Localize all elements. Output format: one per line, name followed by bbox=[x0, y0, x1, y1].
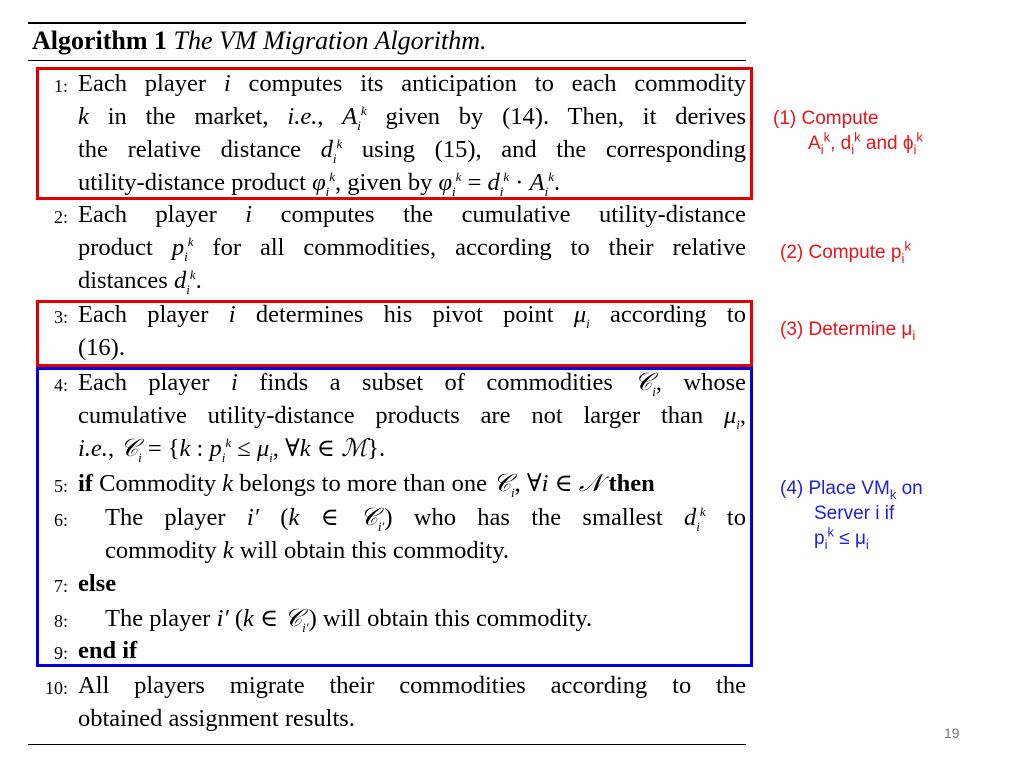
step-number: 6: bbox=[53, 510, 68, 530]
annotation-2: (2) Compute $p_i^k$ bbox=[780, 238, 911, 266]
step-number: 10: bbox=[44, 678, 68, 698]
annotation-3: (3) Determine $\mu_i$ bbox=[780, 319, 916, 343]
step-number: 9: bbox=[53, 643, 68, 663]
annotation-4 bbox=[780, 476, 923, 551]
annotation-1-line2: $A_i^k$, $d_i^k$ and $\phi_i^k$ bbox=[808, 129, 923, 157]
step1-line3: the relative distance $d_i^k$ using (15), and the corresponding bbox=[78, 135, 747, 166]
bottom-rule bbox=[28, 744, 746, 745]
algorithm-name: The VM Migration Algorithm. bbox=[173, 26, 487, 55]
top-rule bbox=[28, 22, 746, 24]
step10-line2: obtained assignment results. bbox=[78, 705, 355, 732]
step6-line2: commodity k will obtain this commodity. bbox=[105, 537, 509, 564]
annotation-4-line1: (4) Place $VM_k$ on bbox=[780, 478, 923, 502]
step2-line2: product $p_i^k$ for all commodities, according to their relative bbox=[78, 233, 746, 264]
step-number: 1: bbox=[53, 76, 68, 96]
step-number: 5: bbox=[53, 476, 68, 496]
step-number: 4: bbox=[53, 375, 68, 395]
step1-line2: k in the market, i.e., $A_i^k$ given by (14). Then, it derives bbox=[78, 102, 746, 133]
annotation-1 bbox=[773, 106, 923, 156]
slide-number: 19 bbox=[944, 725, 960, 741]
annotation-4-line2: Server i if bbox=[814, 503, 895, 524]
step4-line3: i.e., 𝒞$_i$ = {k : $p_i^k \le \mu_i$, ∀k ∈ ℳ}. bbox=[78, 434, 386, 465]
step1-line4: utility-distance product $\varphi_i^k$, given by $\varphi_i^k = d_i^k \cdot A_i^k$. bbox=[78, 168, 561, 199]
step-number: 8: bbox=[53, 611, 68, 631]
annotation-1-line1: (1) Compute bbox=[773, 108, 879, 129]
step7-line1: else bbox=[78, 570, 117, 597]
step9-line1: end if bbox=[78, 637, 138, 664]
annotation-4-line3: $p_i^k \le \mu_i$ bbox=[814, 524, 869, 552]
step4-line2: cumulative utility-distance products are not larger than $\mu_i$, bbox=[78, 402, 746, 432]
step10-line1: All players migrate their commodities according to the bbox=[78, 672, 746, 699]
step4-line1: Each player i finds a subset of commodities 𝒞$_i$, whose bbox=[78, 369, 746, 399]
step3-line1: Each player i determines his pivot point $\mu_i$ according to bbox=[78, 301, 746, 331]
algorithm-label: Algorithm 1 bbox=[32, 26, 168, 55]
step-number: 2: bbox=[53, 207, 68, 227]
title-rule bbox=[28, 60, 746, 61]
step-number: 7: bbox=[53, 576, 68, 596]
step5-line1: if Commodity k belongs to more than one 𝒞$_i$, ∀i ∈ 𝒩 then bbox=[78, 470, 655, 500]
algorithm-title bbox=[32, 26, 487, 56]
step-number: 3: bbox=[53, 307, 68, 327]
step2-line1: Each player i computes the cumulative utility-distance bbox=[78, 201, 746, 228]
step3-line2: (16). bbox=[78, 334, 125, 361]
step1-line1: Each player i computes its anticipation to each commodity bbox=[78, 70, 746, 97]
step6-line1: The player i′ (k ∈ 𝒞$_{i'}$) who has the smallest $d_i^k$ to bbox=[105, 503, 746, 534]
step8-line1: The player i′ (k ∈ 𝒞$_{i'}$) will obtain this commodity. bbox=[105, 605, 593, 635]
step2-line3: distances $d_i^k$. bbox=[78, 266, 202, 297]
